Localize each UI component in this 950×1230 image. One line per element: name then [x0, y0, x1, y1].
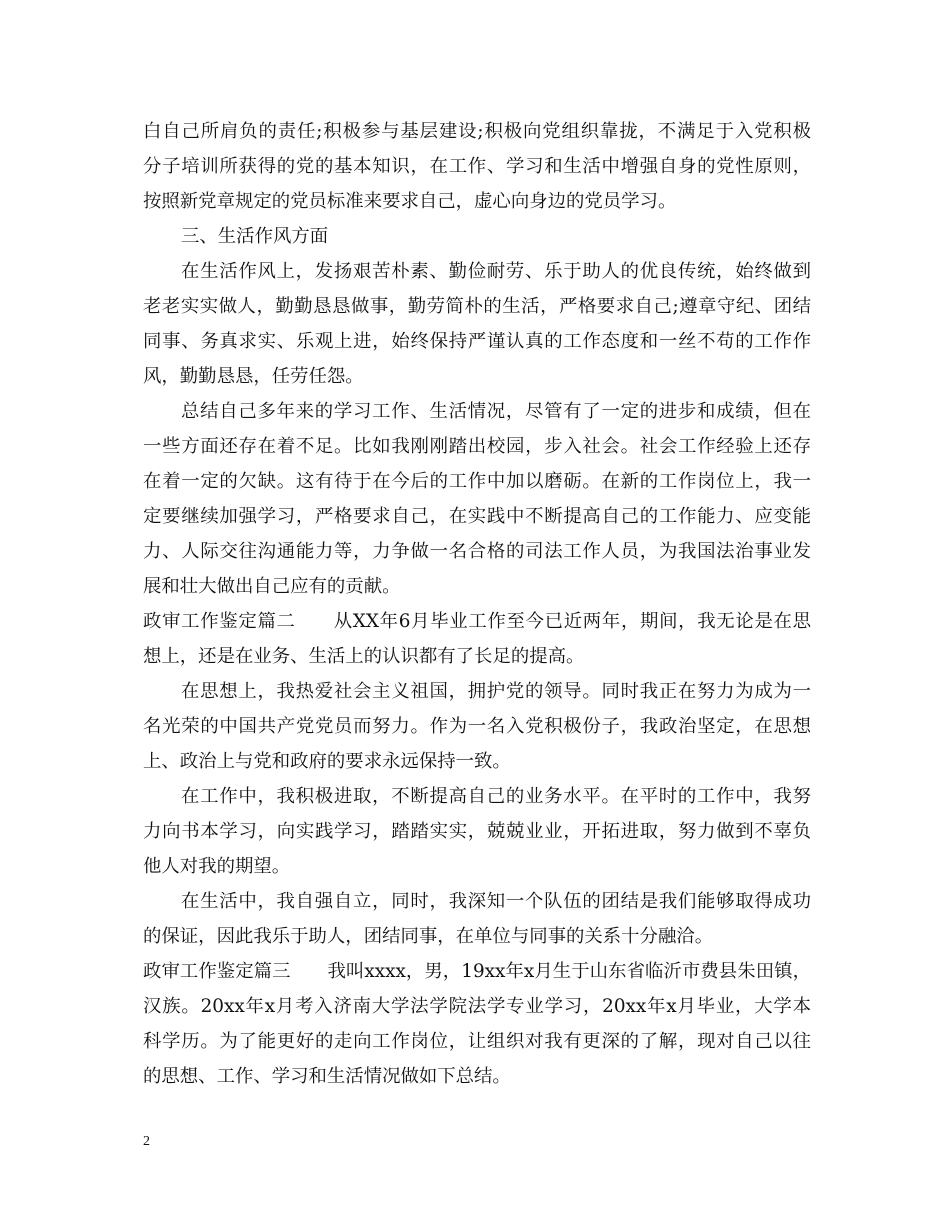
text-line: 力向书本学习，向实践学习，踏踏实实，兢兢业业，开拓进取，努力做到不辜负: [143, 821, 811, 842]
text-line: 按照新党章规定的党员标准来要求自己，虚心向身边的党员学习。: [143, 191, 677, 212]
text-line: 上、政治上与党和政府的要求永远保持一致。: [143, 751, 511, 772]
text-line: 想上，还是在业务、生活上的认识都有了长足的提高。: [143, 646, 585, 667]
text-line: 在思想上，我热爱社会主义祖国，拥护党的领导。同时我正在努力为成为一: [181, 681, 811, 702]
text-line: 汉族。20xx年x月考入济南大学法学院法学专业学习，20xx年x月毕业，大学本: [143, 996, 811, 1017]
text-line: 定要继续加强学习，严格要求自己，在实践中不断提高自己的工作能力、应变能: [143, 506, 811, 527]
text-line: 他人对我的期望。: [143, 856, 291, 877]
text-line: 政审工作鉴定篇二 从XX年6月毕业工作至今已近两年，期间，我无论是在思: [143, 611, 811, 632]
text-line: 风，勤勤恳恳，任劳任怨。: [143, 366, 364, 387]
text-line: 总结自己多年来的学习工作、生活情况，尽管有了一定的进步和成绩，但在: [181, 401, 811, 422]
text-line: 科学历。为了能更好的走向工作岗位，让组织对我有更深的了解，现对自己以往: [143, 1031, 811, 1052]
page-number: 2: [143, 1134, 150, 1149]
text-line: 在工作中，我积极进取，不断提高自己的业务水平。在平时的工作中，我努: [181, 786, 811, 807]
text-line: 分子培训所获得的党的基本知识，在工作、学习和生活中增强自身的党性原则，: [143, 156, 811, 177]
text-line: 老老实实做人，勤勤恳恳做事，勤劳简朴的生活，严格要求自己;遵章守纪、团结: [143, 296, 811, 317]
text-line: 展和壮大做出自己应有的贡献。: [143, 576, 401, 597]
text-line: 在着一定的欠缺。这有待于在今后的工作中加以磨砺。在新的工作岗位上，我一: [143, 471, 811, 492]
text-line: 在生活作风上，发扬艰苦朴素、勤俭耐劳、乐于助人的优良传统，始终做到: [181, 261, 811, 282]
text-line: 力、人际交往沟通能力等，力争做一名合格的司法工作人员，为我国法治事业发: [143, 541, 811, 562]
text-line: 政审工作鉴定篇三 我叫xxxx，男，19xx年x月生于山东省临沂市费县朱田镇，: [143, 961, 811, 982]
text-line: 在生活中，我自强自立，同时，我深知一个队伍的团结是我们能够取得成功: [181, 891, 811, 912]
text-line: 一些方面还存在着不足。比如我刚刚踏出校园，步入社会。社会工作经验上还存: [143, 436, 811, 457]
document-body: [143, 114, 811, 1094]
text-line: 的保证，因此我乐于助人，团结同事，在单位与同事的关系十分融洽。: [143, 926, 714, 947]
text-line: 同事、务真求实、乐观上进，始终保持严谨认真的工作态度和一丝不苟的工作作: [143, 331, 811, 352]
text-line: 三、生活作风方面: [181, 226, 329, 247]
text-line: 名光荣的中国共产党党员而努力。作为一名入党积极份子，我政治坚定，在思想: [143, 716, 811, 737]
text-line: 白自己所肩负的责任;积极参与基层建设;积极向党组织靠拢，不满足于入党积极: [143, 121, 811, 142]
text-line: 的思想、工作、学习和生活情况做如下总结。: [143, 1066, 511, 1087]
